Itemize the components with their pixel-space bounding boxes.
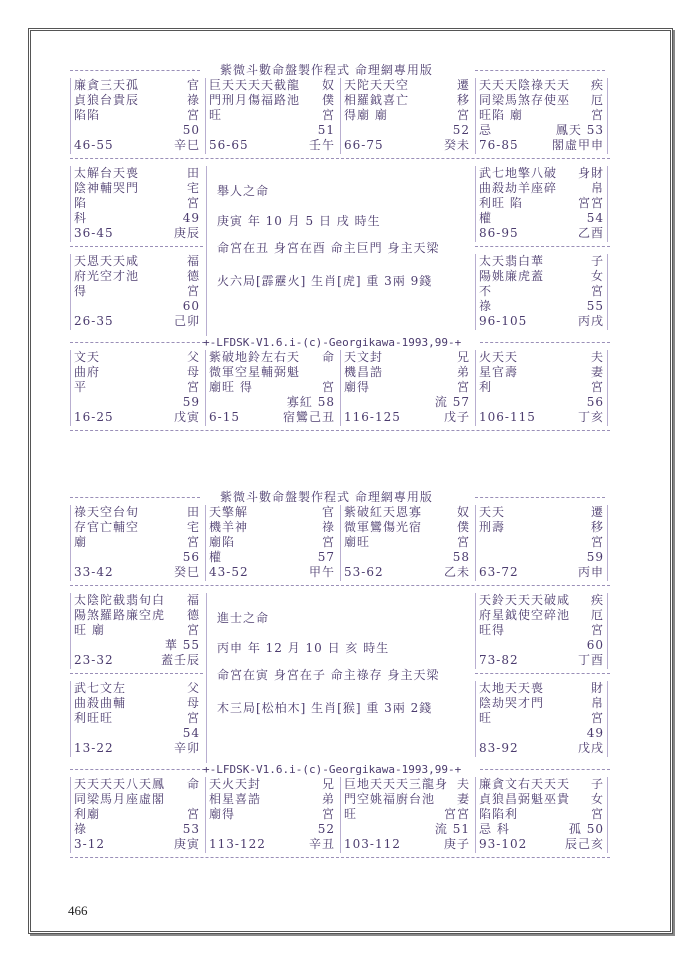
- element-zodiac-weight: 火六局[霹靂火] 生肖[虎] 重 3兩 9錢: [217, 274, 433, 288]
- birth-date: 丙申 年 12 月 10 日 亥 時生: [217, 641, 390, 655]
- palace-chou: 紫破地鈴左右天 命 微軍空星輔弼魁 廟旺 得 宮 寡紅 58 6-15 宿鸞己丑: [205, 350, 338, 426]
- divider: [70, 158, 610, 159]
- divider: [480, 769, 610, 770]
- chart-title: 紫微斗數命盤製作程式 命理網專用版: [220, 490, 433, 504]
- palace-shen: 天天天陰祿天天 疾 同梁馬煞存使巫 厄 旺陷 廟 宮 忌 鳳天 53 76-85 閣虛甲申: [475, 78, 608, 154]
- palace-zi: 天文封 兄 機昌誥 弟 廟得 宮 流 57 116-125 戊子: [340, 350, 473, 426]
- palace-mao: 武七文左 父 曲殺曲輔 母 利旺旺 宮 54 13-22 辛卯: [70, 681, 203, 757]
- palace-grid: [70, 505, 610, 865]
- divider: [70, 70, 200, 71]
- divider: [475, 70, 605, 71]
- destiny-rank: 進士之命: [217, 611, 270, 625]
- divider: [475, 246, 610, 247]
- palace-shen: 天天 遷 刑壽 移 宮 59 63-72 丙申: [475, 505, 608, 581]
- palace-si: 祿天空台旬 田 存官亡輔空 宅 廟 宮 56 33-42 癸巳: [70, 505, 203, 581]
- destiny-rank: 舉人之命: [217, 184, 270, 198]
- copyright-line: +-LFDSK-V1.6.i-(c)-Georgikawa-1993,99-+: [203, 763, 462, 776]
- palace-hai: 廉貪文右天天天 子 貞狼昌弼魁巫貴 女 陷陷利 宮 忌 科 孤 50 93-102 辰己亥: [475, 777, 608, 853]
- divider: [70, 769, 205, 770]
- divider: [475, 673, 610, 674]
- palace-xu: 太天翡白華 子 陽姚廉虎蓋 女 不 宮 祿 55 96-105 丙戌: [475, 254, 608, 330]
- palace-yin: 天天天天八天鳳 命 同梁馬月座虛閣 利廟 宮 祿 53 3-12 庚寅: [70, 777, 203, 853]
- palace-xu: 太地天天喪 財 陰劫哭才門 帛 旺 宮 49 83-92 戊戌: [475, 681, 608, 757]
- palace-you: 武七地擎八破 身財 曲殺劫羊座碎 帛 利旺 陷 宮宮 權 54 86-95 乙酉: [475, 166, 608, 242]
- palace-chou: 天火天封 兄 相星喜誥 弟 廟得 宮 52 113-122 辛丑: [205, 777, 338, 853]
- palace-yin: 文天 父 曲府 母 平 宮 59 16-25 戊寅: [70, 350, 203, 426]
- divider: [70, 497, 200, 498]
- copyright-line: +-LFDSK-V1.6.i-(c)-Georgikawa-1993,99-+: [203, 336, 462, 349]
- palace-summary: 命宮在寅 身宮在子 命主祿存 身主天梁: [217, 668, 440, 682]
- divider: [70, 857, 610, 858]
- page-number: 466: [68, 903, 88, 918]
- birth-date: 庚寅 年 10 月 5 日 戌 時生: [217, 214, 381, 228]
- element-zodiac-weight: 木三局[松柏木] 生肖[猴] 重 3兩 2錢: [217, 701, 433, 715]
- chart-title-row: [70, 63, 610, 78]
- palace-wu: 巨天天天天截龍 奴 門刑月傷福路池 僕 旺 宮 51 56-65 壬午: [205, 78, 338, 154]
- palace-mao: 天恩天天咸 福 府光空才池 德 得 宮 60 26-35 己卯: [70, 254, 203, 330]
- palace-grid: [70, 78, 610, 438]
- chart-center-info: [206, 593, 475, 763]
- horoscope-chart-1: [70, 63, 610, 438]
- palace-zi: 巨地天天天三龍身 夫 門空姚福廚台池 妻 旺 宮宮 流 51 103-112 庚子: [340, 777, 473, 853]
- divider: [480, 342, 610, 343]
- palace-wu: 天擎解 官 機羊神 祿 廟陷 宮 權 57 43-52 甲午: [205, 505, 338, 581]
- divider: [70, 430, 610, 431]
- chart-title-row: [70, 490, 610, 505]
- chart-title: 紫微斗數命盤製作程式 命理網專用版: [220, 63, 433, 77]
- divider: [70, 246, 203, 247]
- palace-chen: 太解台天喪 田 陰神輔哭門 宅 陷 宮 科 49 36-45 庚辰: [70, 166, 203, 242]
- divider: [475, 497, 605, 498]
- palace-si: 廉貪三天孤 官 貞狼台貴辰 祿 陷陷 宮 50 46-55 辛巳: [70, 78, 203, 154]
- horoscope-chart-2: [70, 490, 610, 865]
- chart-center-info: [206, 166, 475, 336]
- palace-wei: 紫破紅天恩寡 奴 微軍鸞傷光宿 僕 廟旺 宮 58 53-62 乙未: [340, 505, 473, 581]
- palace-you: 天鈴天天天破咸 疾 府星鉞使空碎池 厄 旺得 宮 60 73-82 丁酉: [475, 593, 608, 669]
- palace-wei: 天陀天天空 遷 相羅鉞喜亡 移 得廟 廟 宮 52 66-75 癸未: [340, 78, 473, 154]
- palace-hai: 火天天 夫 星官壽 妻 利 宮 56 106-115 丁亥: [475, 350, 608, 426]
- divider: [70, 673, 203, 674]
- palace-summary: 命宮在丑 身宮在酉 命主巨門 身主天梁: [217, 241, 440, 255]
- divider: [70, 585, 610, 586]
- palace-chen: 太陰陀截翡旬白 福 陽煞羅路廉空虎 德 旺 廟 宮 華 55 23-32 蓋壬辰: [70, 593, 203, 669]
- divider: [70, 342, 205, 343]
